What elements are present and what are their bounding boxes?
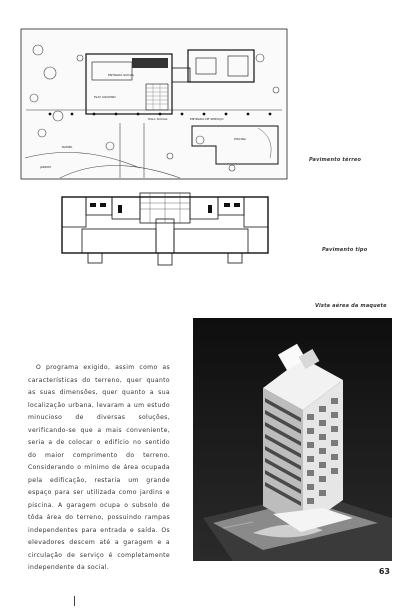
caption-ground-floor: Pavimento térreo [309, 157, 362, 163]
body-text [28, 362, 170, 575]
caption-model-view: Vista aérea da maquete [315, 303, 387, 309]
caption-typical-floor: Pavimento tipo [322, 247, 368, 253]
label-service: ENTRADA DE SERVIÇO [190, 117, 224, 121]
label-play: PLAY GROUND [94, 95, 116, 99]
label-garden: JARDIM [40, 165, 51, 169]
typical-floor-plan [60, 189, 270, 273]
page-mark [74, 596, 75, 606]
label-entrance: ENTRADA SOCIAL [108, 73, 135, 77]
page-number: 63 [378, 567, 390, 576]
model-photo [193, 318, 392, 561]
label-pool: PISCINA [234, 137, 246, 141]
ground-floor-plan [20, 28, 288, 180]
body-paragraph: O programa exigido, assim como as características do terreno, quer quanto as suas dimensões, quer quanto a sua localização urbana, levaram a um estudo minucioso de diversas soluções, verificando-se que a mais conveniente, seria a de colocar o edifício no sentido do maior comprimento do terreno. Considerando o mínimo de área ocupada pela edificação, restaria um grande espaço para ser utilizada como jardins e piscina. A garagem ocupa o subsolo de tôda área do terreno, possuindo rampas independentes para entrada e saída. Os elevadores descem até a garagem e a circulação de serviço é completamente independente da social. [28, 364, 170, 571]
label-hall: HALL SOCIAL [148, 117, 168, 121]
label-ramp: RAMPA [62, 145, 73, 149]
